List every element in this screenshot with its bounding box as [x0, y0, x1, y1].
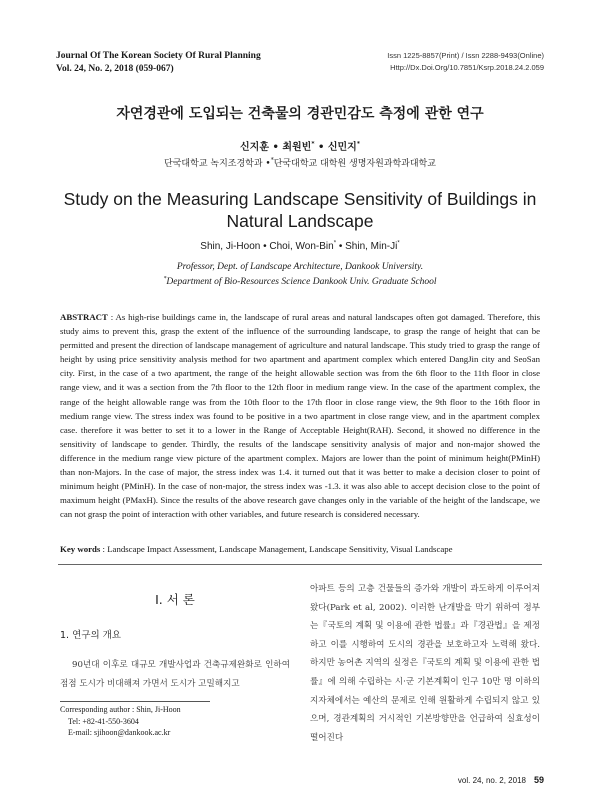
korean-affiliation: 단국대학교 대학원 생명자원과학과대학교 [273, 159, 436, 169]
korean-title: 자연경관에 도입되는 건축물의 경관민감도 측정에 관한 연구 [116, 106, 484, 122]
affiliation-separator: • [265, 159, 271, 169]
abstract-colon: : [110, 312, 114, 322]
abstract-text: As high-rise buildings came in, the landscape of rural areas and natural landscapes often got damaged. Therefore, this study aims to prevent this, grasp the extent of the influence of the surrounding landscape, to grasp the range of height that can be permitted and present the direction of landscape management of agriculture and natural landscape. This study tried to grasp the range of height by using price sensitivity analysis method for two apartment and apartment complex which entered DangJin city and SeoSan city. First, in the case of a two apartment, the range of the height allowable section was from the 6th floor to the 11th floor in close range view, and it was a section from the 7th floor to the 12th floor in medium range view. In the case of the apartment complex, the range of the height allowable range was from the 10th floor to the 17th floor in close range view, the 9th floor to the 16th floor in medium range view. The stress index was found to be positive in a two apartment in close range view, and in the apartment complex case. therefore it was better to set it to a lower in the Range of Acceptable Height(RAH). Second, it showed no difference in the sensitivity of landscape to gender. Thirdly, the results of the landscape sensitivity analysis of major and non-major showed the difference in the medium range view picture of the apartment complex. Majors are lower than the point of minimum height(PMinH) than non-Majors. In the case of major, the stress index was 1.4. it turned out that it was better to make a decision closer to point of minimum height (PMinH). In the case of non-major, the stress index was -1.3. it was also able to accept decision close to the point of maximum height (PMaxH). Since the results of the above research gave changes only in the variable of the height of the landscape, we can not grasp the point of interaction with other variables, and future research is considered necessary. [60, 312, 540, 520]
keywords-label: Key words [60, 544, 101, 554]
page-number: 59 [533, 775, 544, 785]
author-marker: * [356, 140, 360, 148]
doi-link[interactable]: Http://Dx.Doi.Org/10.7851/Ksrp.2018.24.2.059 [390, 63, 544, 72]
correspondence-email[interactable]: E-mail: sjihoon@dankook.ac.kr [68, 728, 171, 737]
issn-doi-block [387, 50, 544, 74]
keywords [60, 544, 540, 554]
affiliation-marker: * [163, 275, 167, 282]
english-author: Choi, Won-Bin [269, 241, 334, 252]
keywords-text: Landscape Impact Assessment, Landscape Management, Landscape Sensitivity, Visual Landscape [107, 544, 453, 554]
body-text-left: 90년대 이후로 대규모 개발사업과 건축규제완화로 인하여 점점 도시가 비대해져 가면서 도시가 고밀해지고 [60, 660, 290, 689]
author-separator: • [338, 241, 343, 252]
issn: Issn 1225-8857(Print) / Issn 2288-9493(Online) [387, 51, 544, 60]
page-footer [458, 775, 544, 785]
korean-author: 최원빈 [282, 142, 312, 153]
journal-header [56, 50, 261, 76]
body-text-right: 아파트 등의 고층 건물들의 증가와 개발이 과도하게 이루어져 왔다(Park et al, 2002). 이러한 난개발을 막기 위하여 정부는『국토의 계획 및 이용에 관한 법률』과『경관법』을 제정하고 이를 시행하여 도시의 경관을 보호하고자 노력해 왔다. 하지만 농어촌 지역의 실정은『국토의 계획 및 이용에 관한 법률』에 의해 수립하는 시·군 기본계획이 인구 10만 명 이하의 지자체에서는 예산의 문제로 인해 원활하게 수립되지 않고 있으며, 경관계획의 거시적인 기본방향만을 언급하여 실효성이 떨어진다 [310, 584, 540, 743]
author-marker: * [333, 240, 337, 247]
author-separator: • [272, 142, 279, 153]
corresponding-author: Corresponding author : Shin, Ji-Hoon [60, 705, 181, 714]
subsection-title: 1. 연구의 개요 [60, 630, 121, 641]
author-marker: * [397, 240, 400, 247]
korean-affiliation: 단국대학교 녹지조경학과 [164, 159, 263, 169]
english-authors [0, 241, 600, 252]
english-affiliation-2: *Department of Bio-Resources Science Dankook Univ. Graduate School [163, 275, 437, 287]
english-author: Shin, Ji-Hoon [200, 241, 261, 252]
english-affiliation-1: Professor, Dept. of Landscape Architecture, Dankook University. [176, 262, 424, 272]
author-marker: * [311, 140, 315, 148]
abstract [60, 310, 540, 521]
journal-name: Journal Of The Korean Society Of Rural Planning [56, 51, 261, 61]
korean-affiliations [0, 156, 600, 169]
english-title: Study on the Measuring Landscape Sensitivity of Buildings in Natural Landscape [63, 189, 537, 231]
section-title: I. 서 론 [155, 592, 195, 607]
korean-author: 신민지 [327, 142, 357, 153]
author-separator: • [317, 142, 325, 153]
author-separator: • [263, 241, 267, 252]
journal-volume: Vol. 24, No. 2, 2018 (059-067) [56, 64, 174, 74]
section-divider [58, 564, 542, 565]
footer-issue: vol. 24, no. 2, 2018 [457, 776, 526, 785]
korean-author: 신지훈 [240, 142, 269, 153]
keywords-colon: : [102, 544, 105, 554]
korean-authors [0, 138, 600, 153]
affiliation-marker: * [270, 157, 274, 164]
english-author: Shin, Min-Ji [345, 241, 398, 252]
correspondence-tel: Tel: +82-41-550-3604 [68, 716, 139, 726]
correspondence [60, 704, 181, 739]
footnote-rule [60, 701, 210, 702]
abstract-label: ABSTRACT [60, 312, 108, 322]
